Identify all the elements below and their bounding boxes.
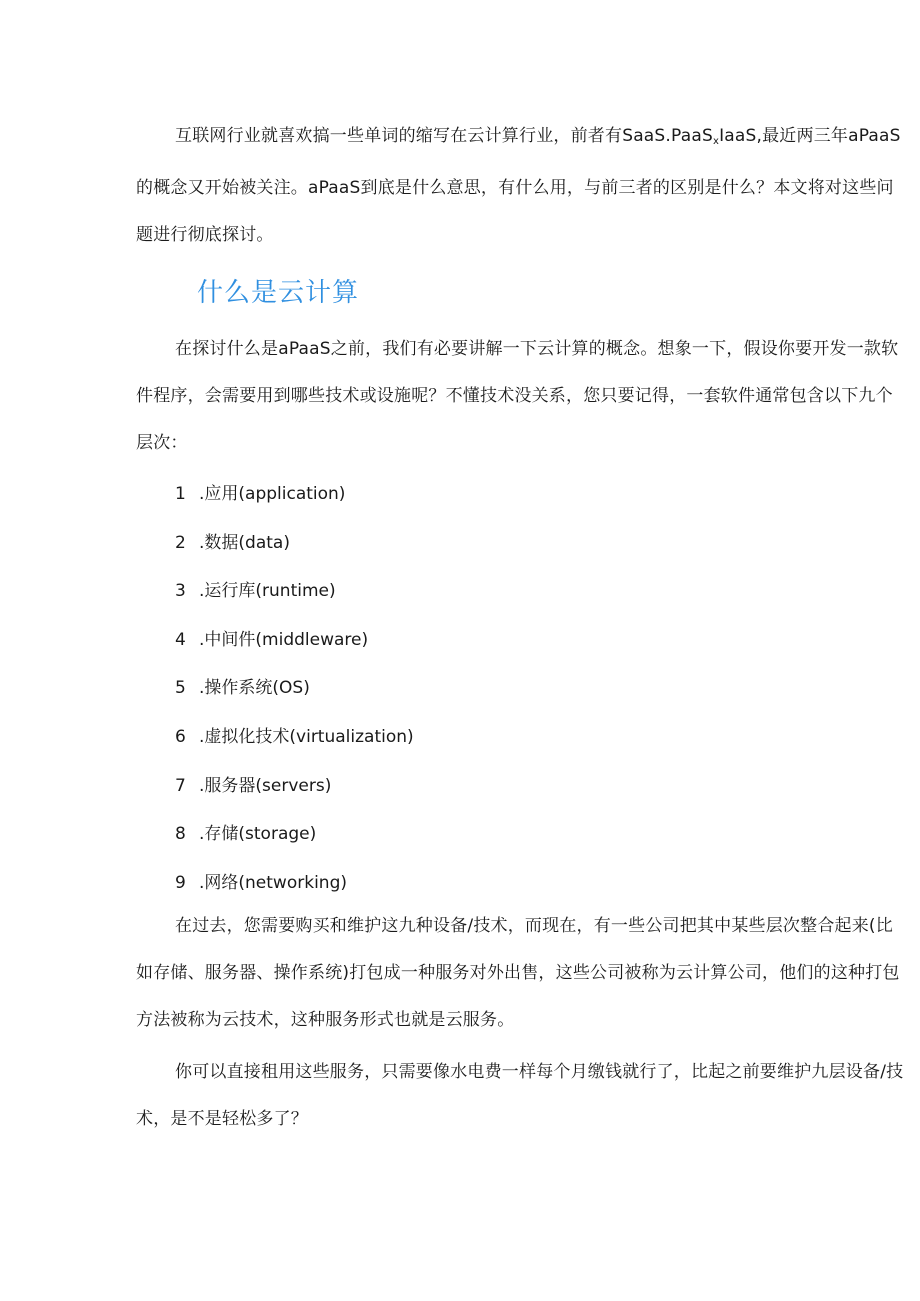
list-item: [175, 664, 414, 713]
list-item: [175, 567, 414, 616]
list-item-label: .网络(networking): [199, 872, 347, 893]
list-item-label: .应用(application): [199, 484, 346, 504]
rent-paragraph: 你可以直接租用这些服务，只需要像水电费一样每个月缴钱就行了，比起之前要维护九层设备/技术，是不是轻松多了？: [136, 1062, 904, 1129]
list-item: [175, 470, 414, 519]
past-paragraph: 在过去，您需要购买和维护这九种设备/技术，而现在，有一些公司把其中某些层次整合起来(比如存储、服务器、操作系统)打包成一种服务对外出售，这些公司被称为云计算公司，他们的这种打包方法被称为云技术，这种服务形式也就是云服务。: [136, 916, 900, 1030]
list-item-label: .存储(storage): [199, 824, 317, 845]
list-item-number: 6: [175, 726, 186, 747]
list-item: [175, 810, 414, 859]
intro-text-start: 互联网行业就喜欢搞一些单词的缩写在云计算行业，前者有SaaS.PaaS: [175, 126, 713, 146]
list-item: [175, 616, 414, 665]
list-item-number: 1: [175, 484, 186, 504]
intro-paragraph: [136, 113, 906, 259]
list-item-label: .数据(data): [199, 532, 290, 553]
list-item: [175, 713, 414, 762]
list-item-label: .操作系统(OS): [199, 678, 310, 699]
list-item-label: .运行库(runtime): [199, 581, 336, 602]
layer-list: [175, 470, 414, 907]
list-item-label: .服务器(servers): [199, 775, 332, 796]
list-item-number: 9: [175, 872, 186, 893]
section-heading: 什么是云计算: [197, 278, 360, 308]
list-item: [175, 762, 414, 811]
intro-text-end: IaaS,最近两三年aPaaS的概念又开始被关注。aPaaS到底是什么意思，有什么用，与前三者的区别是什么？本文将对这些问题进行彻底探讨。: [136, 126, 901, 245]
list-item-label: .虚拟化技术(virtualization): [199, 726, 414, 747]
list-item: [175, 859, 414, 908]
layers-intro-paragraph: 在探讨什么是aPaaS之前，我们有必要讲解一下云计算的概念。想象一下，假设你要开发一款软件程序，会需要用到哪些技术或设施呢？不懂技术没关系，您只要记得，一套软件通常包含以下九个层次：: [136, 339, 899, 453]
list-item: [175, 519, 414, 568]
list-item-number: 3: [175, 581, 186, 602]
list-item-label: .中间件(middleware): [199, 629, 369, 650]
intro-subscript: x: [712, 136, 720, 147]
list-item-number: 4: [175, 629, 186, 650]
list-item-number: 8: [175, 824, 186, 845]
list-item-number: 7: [175, 775, 186, 796]
list-item-number: 5: [175, 678, 186, 699]
list-item-number: 2: [175, 532, 186, 553]
